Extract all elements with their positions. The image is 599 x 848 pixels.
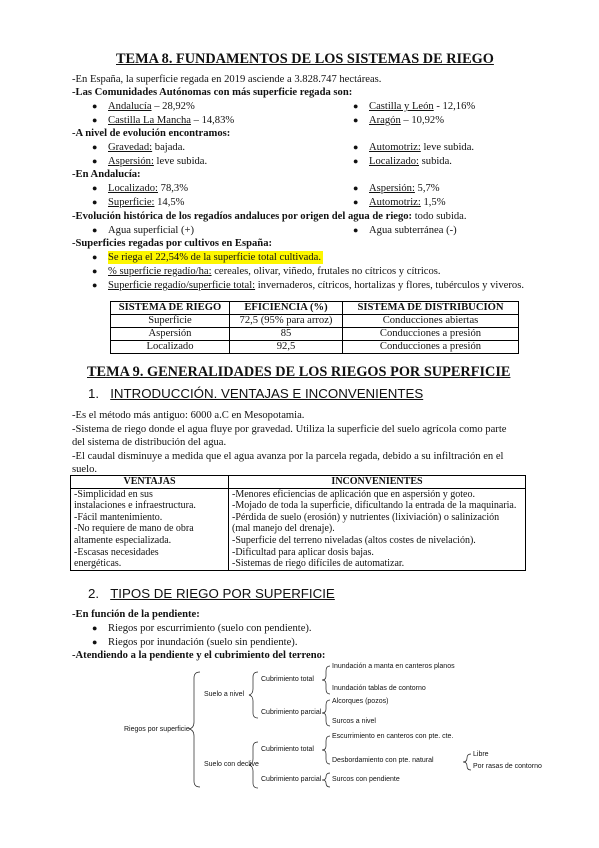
diagram-suelo-nivel-label: Suelo a nivel bbox=[204, 691, 245, 698]
table-row bbox=[71, 488, 526, 570]
table-header-row bbox=[111, 302, 519, 315]
bullet-icon: ● bbox=[353, 115, 359, 125]
bullet-icon: ● bbox=[353, 156, 359, 166]
table-cell: Aspersión bbox=[111, 328, 230, 341]
inconveniente-line: -Dificultad para aplicar dosis bajas. bbox=[232, 546, 374, 558]
table-header: SISTEMA DE DISTRIBUCIÓN bbox=[343, 302, 519, 315]
table-row bbox=[111, 341, 519, 354]
inconveniente-line: (mal manejo del drenaje). bbox=[232, 523, 335, 535]
bullet-icon: ● bbox=[92, 252, 98, 262]
pros-cons-table bbox=[70, 475, 526, 571]
cultivo-highlight: Se riega el 22,54% de la superficie total cultivada. bbox=[108, 252, 321, 263]
ventaja-line: altamente especializada. bbox=[74, 534, 172, 546]
brace-cub-total-declive bbox=[322, 736, 330, 764]
brace-suelo-nivel bbox=[249, 672, 258, 718]
ventaja-line: -Escasas necesidades bbox=[74, 546, 159, 558]
table-cell: 85 bbox=[230, 328, 343, 341]
diagram-leaf: Escurrimiento en canteros con pte. cte. bbox=[332, 733, 454, 740]
ccaa-item: Castilla y León - 12,16% bbox=[369, 101, 476, 112]
section2-heading: 2. TIPOS DE RIEGO POR SUPERFICIE bbox=[88, 586, 335, 601]
brace-cub-parcial-declive bbox=[322, 773, 330, 787]
bullet-icon: ● bbox=[92, 637, 98, 647]
inconveniente-line: -Menores eficiencias de aplicación que en aspersión y goteo. bbox=[232, 488, 475, 500]
ventaja-line: energéticas. bbox=[74, 558, 122, 570]
atendiendo-heading: -Atendiendo a la pendiente y el cubrimiento del terreno: bbox=[72, 650, 326, 661]
ventaja-line: -No requiere de mano de obra bbox=[74, 523, 194, 535]
diagram-root-label: Riegos por superficie bbox=[124, 726, 190, 733]
andalucia-item: Automotriz: 1,5% bbox=[369, 197, 446, 208]
inconveniente-line: -Mojado de toda la superficie, dificultando la entrada de la maquinaria. bbox=[232, 500, 517, 512]
brace-root bbox=[189, 672, 200, 787]
ventaja-line: instalaciones e infraestructura. bbox=[74, 500, 196, 512]
tema8-title: TEMA 8. FUNDAMENTOS DE LOS SISTEMAS DE RIEGO bbox=[116, 51, 494, 67]
diagram-leaf: Desbordamiento con pte. natural bbox=[332, 757, 434, 764]
andalucia-item: Superficie: 14,5% bbox=[108, 197, 185, 208]
andalucia-item: Localizado: 78,3% bbox=[108, 183, 189, 194]
paragraph: del sistema de distribución del agua. bbox=[72, 437, 227, 448]
ccaa-heading: -Las Comunidades Autónomas con más superficie regada son: bbox=[72, 87, 353, 98]
table-cell: Conducciones abiertas bbox=[343, 315, 519, 328]
table-row bbox=[111, 315, 519, 328]
diagram-leaf: Inundación tablas de contorno bbox=[332, 685, 426, 692]
bullet-icon: ● bbox=[353, 225, 359, 235]
ccaa-item: Andalucía – 28,92% bbox=[108, 101, 195, 112]
ccaa-item: Aragón – 10,92% bbox=[369, 115, 445, 126]
evol-item: Gravedad: bajada. bbox=[108, 142, 186, 153]
bullet-icon: ● bbox=[92, 101, 98, 111]
tema9-title: TEMA 9. GENERALIDADES DE LOS RIEGOS POR SUPERFICIE bbox=[87, 364, 511, 380]
diagram-cub-total-label: Cubrimiento total bbox=[261, 746, 314, 753]
section1-heading: 1. INTRODUCCIÓN. VENTAJAS E INCONVENIENTES bbox=[88, 386, 424, 401]
table-header-row bbox=[71, 476, 526, 489]
paragraph: suelo. bbox=[72, 464, 98, 475]
table-cell: 72,5 (95% para arroz) bbox=[230, 315, 343, 328]
brace-cub-total-nivel bbox=[322, 666, 330, 694]
table-cell: Localizado bbox=[111, 341, 230, 354]
table-cell: Superficie bbox=[111, 315, 230, 328]
bullet-icon: ● bbox=[92, 225, 98, 235]
paragraph: -El caudal disminuye a medida que el agua avanza por la parcela regada, debido a su infiltración en el bbox=[72, 451, 504, 462]
diagram-cub-parcial-label: Cubrimiento parcial bbox=[261, 776, 322, 783]
pendiente-heading: -En función de la pendiente: bbox=[72, 609, 200, 620]
table-cell: 92,5 bbox=[230, 341, 343, 354]
bullet-icon: ● bbox=[92, 183, 98, 193]
bullet-icon: ● bbox=[353, 197, 359, 207]
diagram-leaf: Libre bbox=[473, 751, 489, 758]
bullet-icon: ● bbox=[353, 142, 359, 152]
paragraph: -Es el método más antiguo: 6000 a.C en Mesopotamia. bbox=[72, 410, 305, 421]
evol-item: Localizado: subida. bbox=[369, 156, 452, 167]
bullet-icon: ● bbox=[92, 280, 98, 290]
inconveniente-line: -Pérdida de suelo (erosión) y nutrientes (lixiviación) o salinización bbox=[232, 511, 500, 523]
andalucia-heading: -En Andalucía: bbox=[72, 169, 141, 180]
inconvenientes-cell bbox=[229, 488, 526, 570]
evol-heading: -A nivel de evolución encontramos: bbox=[72, 128, 231, 139]
ccaa-item: Castilla La Mancha – 14,83% bbox=[108, 115, 235, 126]
hist-line: -Evolución histórica de los regadíos andaluces por origen del agua de riego: todo subida. bbox=[72, 211, 467, 222]
bullet-icon: ● bbox=[353, 183, 359, 193]
pendiente-item: Riegos por escurrimiento (suelo con pendiente). bbox=[108, 623, 312, 634]
bullet-icon: ● bbox=[92, 266, 98, 276]
pendiente-item: Riegos por inundación (suelo sin pendiente). bbox=[108, 637, 298, 648]
intro-text: -En España, la superficie regada en 2019 asciende a 3.828.747 hectáreas. bbox=[72, 74, 382, 85]
evol-item: Aspersión: leve subida. bbox=[108, 156, 208, 167]
evol-item: Automotriz: leve subida. bbox=[369, 142, 475, 153]
table-cell: Conducciones a presión bbox=[343, 341, 519, 354]
cultivos-heading: -Superficies regadas por cultivos en España: bbox=[72, 238, 273, 249]
hist-item: Agua superficial (+) bbox=[108, 225, 194, 236]
diagram-cub-parcial-label: Cubrimiento parcial bbox=[261, 709, 322, 716]
cultivo-item: Superficie regadío/superficie total: invernaderos, cítricos, hortalizas y flores, tubérculos y viveros. bbox=[108, 280, 524, 291]
ventajas-cell bbox=[71, 488, 229, 570]
table-cell: Conducciones a presión bbox=[343, 328, 519, 341]
bullet-icon: ● bbox=[92, 623, 98, 633]
table-header: SISTEMA DE RIEGO bbox=[111, 302, 230, 315]
paragraph: -Sistema de riego donde el agua fluye por gravedad. Utiliza la superficie del suelo agrícola como parte bbox=[72, 424, 507, 435]
hist-item: Agua subterránea (-) bbox=[369, 225, 457, 236]
bullet-icon: ● bbox=[92, 197, 98, 207]
diagram-leaf: Inundación a manta en canteros planos bbox=[332, 663, 455, 670]
bullet-icon: ● bbox=[92, 115, 98, 125]
table-header: EFICIENCIA (%) bbox=[230, 302, 343, 315]
ventajas-header: VENTAJAS bbox=[71, 476, 229, 489]
diagram-leaf: Alcorques (pozos) bbox=[332, 698, 389, 705]
table-row bbox=[111, 328, 519, 341]
diagram-leaf: Surcos a nivel bbox=[332, 718, 376, 725]
inconveniente-line: -Sistemas de riego difíciles de automatizar. bbox=[232, 558, 405, 570]
ventaja-line: -Fácil mantenimiento. bbox=[74, 511, 163, 523]
cultivo-item: % superficie regadío/ha: cereales, olivar, viñedo, frutales no cítricos y cítricos. bbox=[108, 266, 441, 277]
diagram-cub-total-label: Cubrimiento total bbox=[261, 676, 314, 683]
inconvenientes-header: INCONVENIENTES bbox=[229, 476, 526, 489]
brace-cub-parcial-nivel bbox=[322, 700, 330, 726]
brace-libre bbox=[463, 754, 471, 770]
ventaja-line: -Simplicidad en sus bbox=[74, 488, 153, 500]
bullet-icon: ● bbox=[92, 156, 98, 166]
efficiency-table bbox=[110, 301, 519, 354]
diagram-leaf: Por rasas de contorno bbox=[473, 763, 542, 770]
diagram-suelo-declive-label: Suelo con declive bbox=[204, 761, 259, 768]
diagram-leaf: Surcos con pendiente bbox=[332, 776, 400, 783]
bullet-icon: ● bbox=[92, 142, 98, 152]
bullet-icon: ● bbox=[353, 101, 359, 111]
inconveniente-line: -Superficie del terreno niveladas (altos costes de nivelación). bbox=[232, 534, 476, 546]
andalucia-item: Aspersión: 5,7% bbox=[369, 183, 440, 194]
